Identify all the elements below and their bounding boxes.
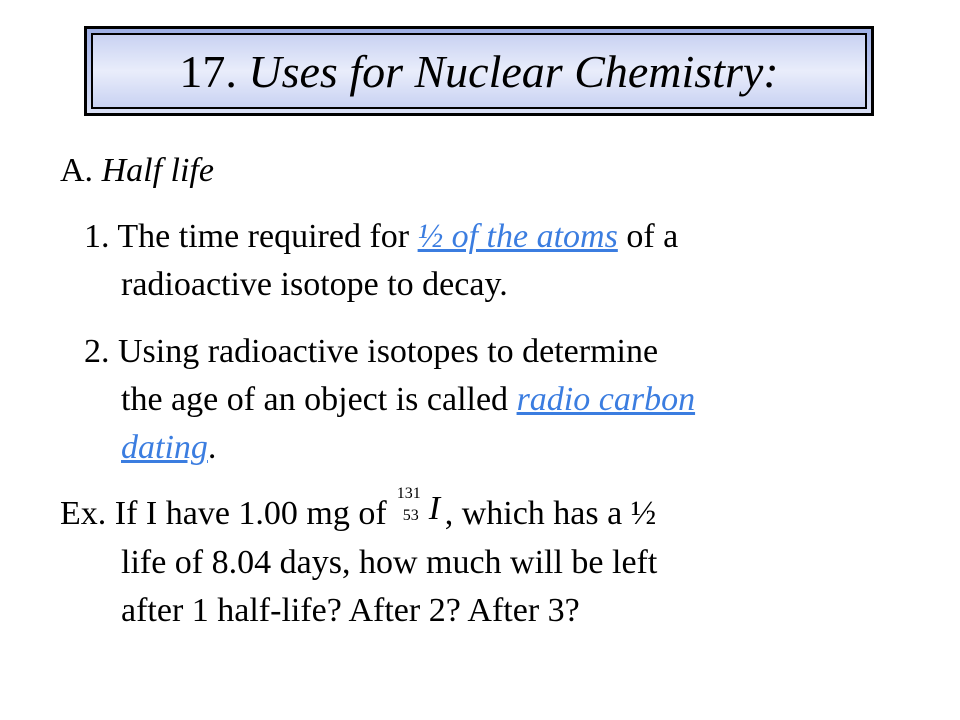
isotope-mass-number: 131 (396, 485, 421, 502)
item-1-line-2: radioactive isotope to decay. (121, 266, 508, 303)
example-prefix: Ex. If I have 1.00 mg of (60, 495, 387, 532)
example-after-isotope: , which has a ½ (444, 495, 657, 532)
example-line-3: after 1 half-life? After 2? After 3? (121, 592, 580, 629)
section-a-heading (60, 148, 214, 193)
title-inner (91, 33, 867, 109)
item-2-line-2 (121, 377, 695, 422)
item-2-line-3 (121, 425, 216, 470)
example-line-1 (60, 485, 657, 536)
section-letter: A. (60, 152, 94, 189)
example-line-2: life of 8.04 days, how much will be left (121, 544, 658, 581)
half-atoms-link[interactable]: ½ of the atoms (417, 218, 618, 255)
item-2-line-1-text: Using radioactive isotopes to determine (118, 333, 659, 370)
item-2-line-1 (84, 329, 658, 374)
title-text: Uses for Nuclear Chemistry: (248, 45, 779, 97)
slide-title (179, 45, 778, 98)
isotope-symbol: I (428, 490, 441, 527)
dating-link[interactable]: dating (121, 429, 208, 466)
item-2-end: . (207, 429, 217, 466)
isotope-atomic-number: 53 (402, 507, 419, 524)
title-number: 17. (179, 45, 237, 97)
iodine-isotope-notation (393, 485, 445, 530)
item-1-number: 1. (84, 218, 110, 255)
section-heading: Half life (101, 152, 214, 189)
item-1-after: of a (626, 218, 679, 255)
radio-carbon-link[interactable]: radio carbon (516, 381, 696, 418)
item-2-line-2-text: the age of an object is called (121, 381, 509, 418)
item-1-line-1 (84, 214, 678, 259)
title-box (84, 26, 874, 116)
item-2-number: 2. (84, 333, 110, 370)
item-1-before: The time required for (117, 218, 410, 255)
